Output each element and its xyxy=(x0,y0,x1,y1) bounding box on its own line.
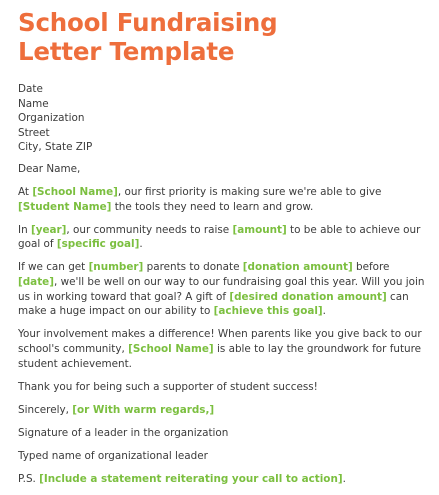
text: can make a huge impact on our ability to xyxy=(18,290,409,318)
title-line-1: School Fundraising xyxy=(18,8,278,37)
text: Sincerely, xyxy=(18,403,73,416)
text: Your involvement makes a difference! When parents like you give back to our school's community, xyxy=(18,328,422,355)
paragraph-4 xyxy=(18,327,430,371)
address-date: Date xyxy=(18,83,43,95)
text: . xyxy=(342,472,346,485)
placeholder-desired-donation-amount: [desired donation amount] xyxy=(229,290,387,303)
address-name: Name xyxy=(18,97,49,110)
letter-template-page xyxy=(18,8,430,495)
text: At xyxy=(18,186,33,199)
text: to be able to achieve our goal of xyxy=(18,223,421,251)
placeholder-achieve-this-goal: [achieve this goal] xyxy=(213,305,323,318)
placeholder-school-name: [School Name] xyxy=(32,186,118,199)
text: If we can get xyxy=(18,261,89,274)
placeholder-donation-amount: [donation amount] xyxy=(242,261,353,274)
text: parents to donate xyxy=(143,261,243,274)
address-organization: Organization xyxy=(18,112,85,125)
placeholder-specific-goal: [specific goal] xyxy=(56,238,140,251)
typed-name-line: Typed name of organizational leader xyxy=(18,449,208,462)
letter-body xyxy=(18,82,430,487)
placeholder-closing-alternative: [or With warm regards,] xyxy=(72,403,215,416)
address-street: Street xyxy=(18,126,50,139)
text: In xyxy=(18,223,31,236)
address-city-state-zip: City, State ZIP xyxy=(18,141,93,154)
text: , our community needs to raise xyxy=(66,223,233,236)
text: , we'll be well on our way to our fundraising goal this year. Will you join us in working toward that goal? A gift of xyxy=(18,276,425,303)
postscript xyxy=(18,472,430,487)
placeholder-school-name: [School Name] xyxy=(128,342,214,355)
placeholder-student-name: [Student Name] xyxy=(18,200,112,213)
placeholder-date: [date] xyxy=(18,276,54,289)
paragraph-3 xyxy=(18,260,430,318)
placeholder-year: [year] xyxy=(30,223,67,236)
placeholder-call-to-action: [Include a statement reiterating your call to action] xyxy=(39,472,343,485)
signature-line: Signature of a leader in the organization xyxy=(18,426,229,439)
text: . xyxy=(322,305,326,318)
text: the tools they need to learn and grow. xyxy=(111,200,314,213)
paragraph-2 xyxy=(18,223,430,252)
paragraph-1 xyxy=(18,185,430,214)
text: P.S. xyxy=(18,472,40,485)
placeholder-amount: [amount] xyxy=(232,223,287,236)
closing xyxy=(18,403,430,418)
text: is able to lay the groundwork for future student achievement. xyxy=(18,342,422,370)
text: . xyxy=(139,238,143,251)
text: before xyxy=(352,261,390,274)
title-line-2: Letter Template xyxy=(18,37,235,66)
placeholder-number: [number] xyxy=(88,261,144,274)
recipient-address-block xyxy=(18,82,430,155)
page-title xyxy=(18,8,430,66)
text: , our first priority is making sure we're able to give xyxy=(117,186,382,199)
paragraph-5: Thank you for being such a supporter of student success! xyxy=(18,380,318,393)
greeting: Dear Name, xyxy=(18,162,81,175)
